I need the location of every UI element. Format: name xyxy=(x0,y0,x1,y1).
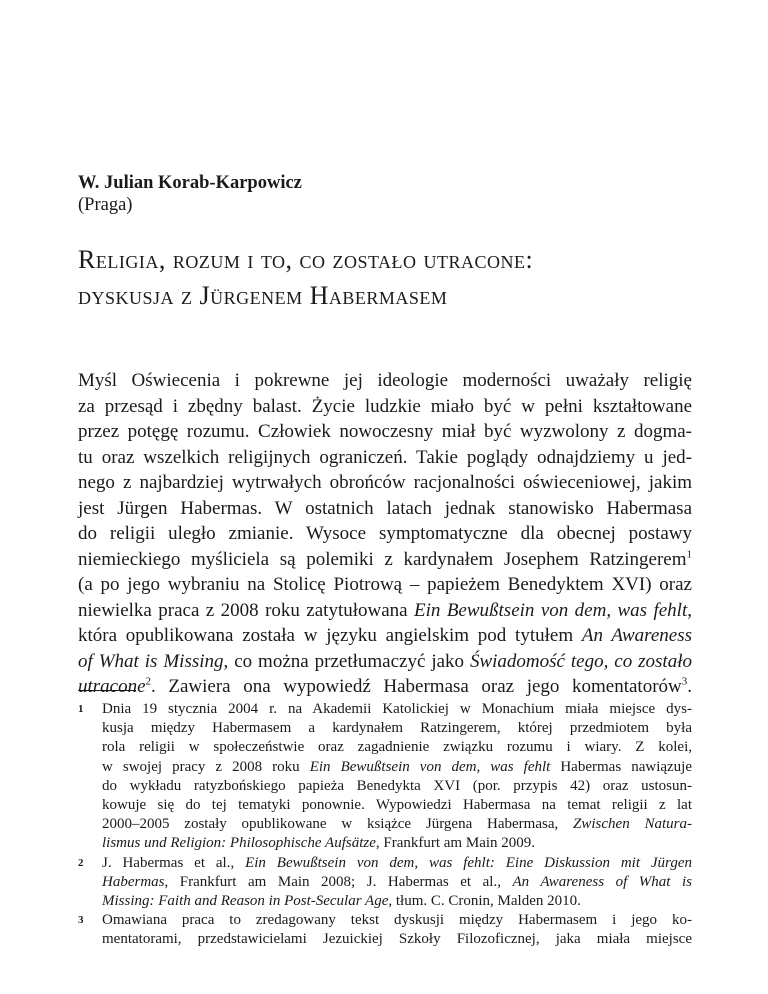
footnotes xyxy=(78,700,692,949)
footnote-divider xyxy=(78,690,136,691)
book-title: Ein Bewußtsein von dem, was fehlt xyxy=(414,599,688,621)
author-affiliation: (Praga) xyxy=(78,195,133,215)
body-line: niewielka praca z 2008 roku zatytułowana Ein Bewußtsein von dem, was fehlt, xyxy=(78,599,692,621)
body-line: która opublikowana została w języku angielskim pod tytułem An Awareness xyxy=(78,625,692,646)
title-line-2: dyskusja z Jürgenem Habermasem xyxy=(78,281,448,310)
footnote-3: 3 Omawiana praca to zredagowany tekst dyskusji między Habermasem i jego ko- mentatorami, przedstawicielami Jezuickiej Szkoły Filozoficznej, jaka miała miejsce xyxy=(78,912,692,948)
body-line: przez potęgę rozumu. Człowiek nowoczesny miał być wyzwolony z dogma- xyxy=(78,421,692,442)
body-line: nego z najbardziej wytrwałych obrońców racjonalności oświeceniowej, jakim xyxy=(78,472,692,493)
body-line: jest Jürgen Habermas. W ostatnich latach jednak stanowisko Habermasa xyxy=(78,497,692,519)
body-line: utracone$^2$. Zawiera ona wypowiedź Habermasa oraz jego komentatorów$^3$. xyxy=(78,675,692,697)
body-line: tu oraz wszelkich religijnych ograniczeń. Takie poglądy odnajdziemy u jed- xyxy=(78,446,692,468)
book-title: of What is Missing xyxy=(78,650,224,672)
body-line: (a po jego wybraniu na Stolicę Piotrową – papieżem Benedyktem XVI) oraz xyxy=(78,574,692,595)
footnote-ref: 3 xyxy=(681,675,688,688)
book-title: utracone xyxy=(78,676,146,697)
body-line: Myśl Oświecenia i pokrewne jej ideologie moderności uważały religię xyxy=(78,370,692,391)
book-title: Świadomość tego, co zostało xyxy=(469,650,692,672)
footnote-ref: 1 xyxy=(686,548,692,561)
footnote-number: 3 xyxy=(78,914,84,927)
body-line: niemieckiego myśliciela są polemiki z kardynałem Josephem Ratzingerem$^1$ xyxy=(78,548,692,570)
body-paragraph xyxy=(78,368,692,700)
footnote-number: 2 xyxy=(78,856,84,869)
body-line: do religii uległo zmianie. Wysoce symptomatyczne dla obecnej postawy xyxy=(78,523,692,544)
article-title xyxy=(78,242,692,314)
footnote-ref: 2 xyxy=(145,675,152,688)
footnote-2: 2 J. Habermas et al., Ein Bewußtsein von dem, was fehlt: Eine Diskussion mit Jürgen Habermas, Frankfurt am Main 2008; J. Habermas et al., An Awareness of What is Missing: Faith and Reason in Post-Secular Age, tłum. C. Cronin, Malden 2010. xyxy=(78,854,692,909)
body-line: of What is Missing, co można przetłumaczyć jako Świadomość tego, co zostało xyxy=(78,650,692,672)
author-name: W. Julian Korab-Karpowicz xyxy=(78,173,302,193)
title-line-1: Religia, rozum i to, co zostało utracone: xyxy=(78,245,534,274)
footnote-1: 1 Dnia 19 stycznia 2004 r. na Akademii Katolickiej w Monachium miała miejsce dys- kusja między Habermasem a kardynałem Ratzingerem, której przedmiotem była rola religii w społeczeństwie oraz zagadnienie związku rozumu i wiary. Z kolei, w swojej pracy z 2008 roku Ein Bewußtsein von dem, was fehlt Habermas nawiązuje do wykładu ratyzbońskiego papieża Benedykta XVI (por. przypis 42) oraz ustosun- kowuje się do tej tematyki ponownie. Wypowiedzi Habermasa na temat religii z lat 2000–2005 zostały opublikowane w książce Jürgena Habermasa, Zwischen Natura- lismus und Religion: Philosophische Aufsätze, Frankfurt am Main 2009. xyxy=(78,701,692,852)
body-line: za przesąd i zbędny balast. Życie ludzkie miało być w pełni kształtowane xyxy=(78,395,692,417)
book-title: An Awareness xyxy=(581,625,692,646)
footnote-number: 1 xyxy=(78,703,84,715)
